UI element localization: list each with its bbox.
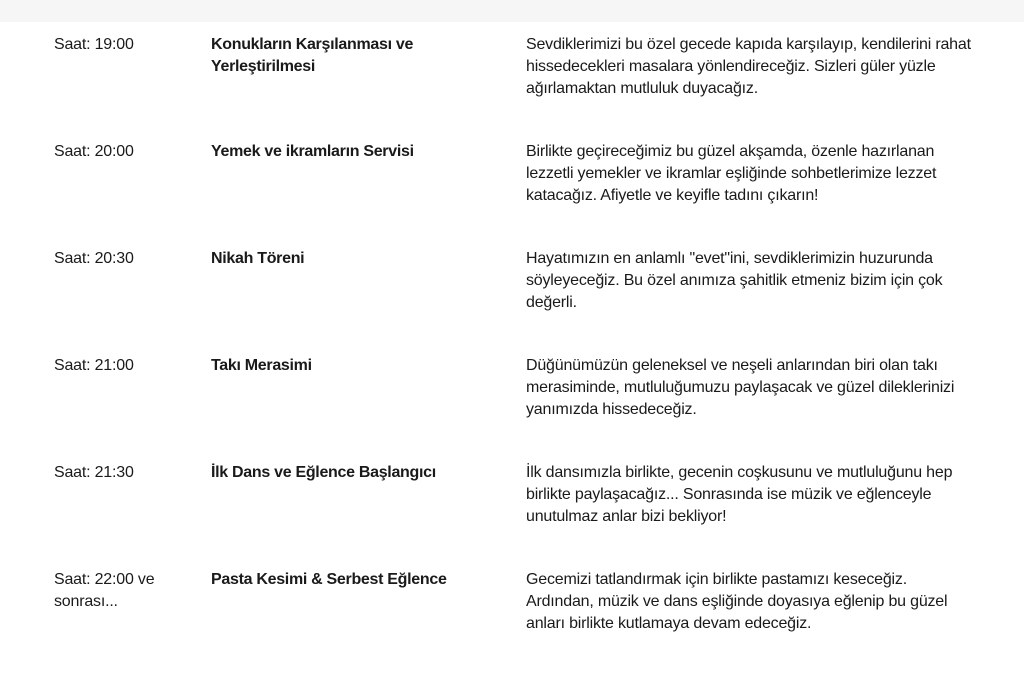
schedule-title: Yemek ve ikramların Servisi <box>211 143 414 160</box>
top-bar <box>0 0 1024 22</box>
schedule-time: Saat: 22:00 ve sonrası... <box>54 571 155 610</box>
schedule-description: Gecemizi tatlandırmak için birlikte pastamızı keseceğiz. Ardından, müzik ve dans eşliğinde doyasıya eğlenip bu güzel anları birlikte kutlamaya devam edeceğiz. <box>526 571 948 632</box>
schedule-time: Saat: 19:00 <box>54 36 134 53</box>
schedule-item-first-dance <box>0 462 1024 562</box>
schedule-item-jewelry <box>0 355 1024 455</box>
schedule-description: Hayatımızın en anlamlı "evet"ini, sevdiklerimizin huzurunda söyleyeceğiz. Bu özel anımıza şahitlik etmeniz bizim için çok değerli. <box>526 250 943 311</box>
schedule-item-cake <box>0 569 1024 669</box>
schedule-description: Düğünümüzün geleneksel ve neşeli anlarından biri olan takı merasiminde, mutluluğumuzu paylaşacak ve güzel dileklerinizi yanımızda hissedeceğiz. <box>526 357 955 418</box>
schedule-title: Konukların Karşılanması ve Yerleştirilmesi <box>211 36 414 75</box>
schedule-item-ceremony <box>0 248 1024 348</box>
schedule-description: Birlikte geçireceğimiz bu güzel akşamda, özenle hazırlanan lezzetli yemekler ve ikramlar eşliğinde sohbetlerimize lezzet katacağız. Afiyetle ve keyifle tadını çıkarın! <box>526 143 937 204</box>
schedule-description: İlk dansımızla birlikte, gecenin coşkusunu ve mutluluğunu hep birlikte paylaşacağız... Sonrasında ise müzik ve eğlenceyle unutulmaz anlar bizi bekliyor! <box>526 464 953 525</box>
schedule-description: Sevdiklerimizi bu özel gecede kapıda karşılayıp, kendilerini rahat hissedecekleri masalara yönlendireceğiz. Sizleri güler yüzle ağırlamaktan mutluluk duyacağız. <box>526 36 971 97</box>
schedule-title: Pasta Kesimi & Serbest Eğlence <box>211 571 447 588</box>
schedule-title: Takı Merasimi <box>211 357 312 374</box>
schedule-item-welcome <box>0 34 1024 134</box>
schedule-time: Saat: 20:00 <box>54 143 134 160</box>
schedule-item-dinner <box>0 141 1024 241</box>
schedule-title: Nikah Töreni <box>211 250 305 267</box>
schedule-time: Saat: 20:30 <box>54 250 134 267</box>
schedule-time: Saat: 21:30 <box>54 464 134 481</box>
schedule-title: İlk Dans ve Eğlence Başlangıcı <box>211 464 436 481</box>
schedule-time: Saat: 21:00 <box>54 357 134 374</box>
